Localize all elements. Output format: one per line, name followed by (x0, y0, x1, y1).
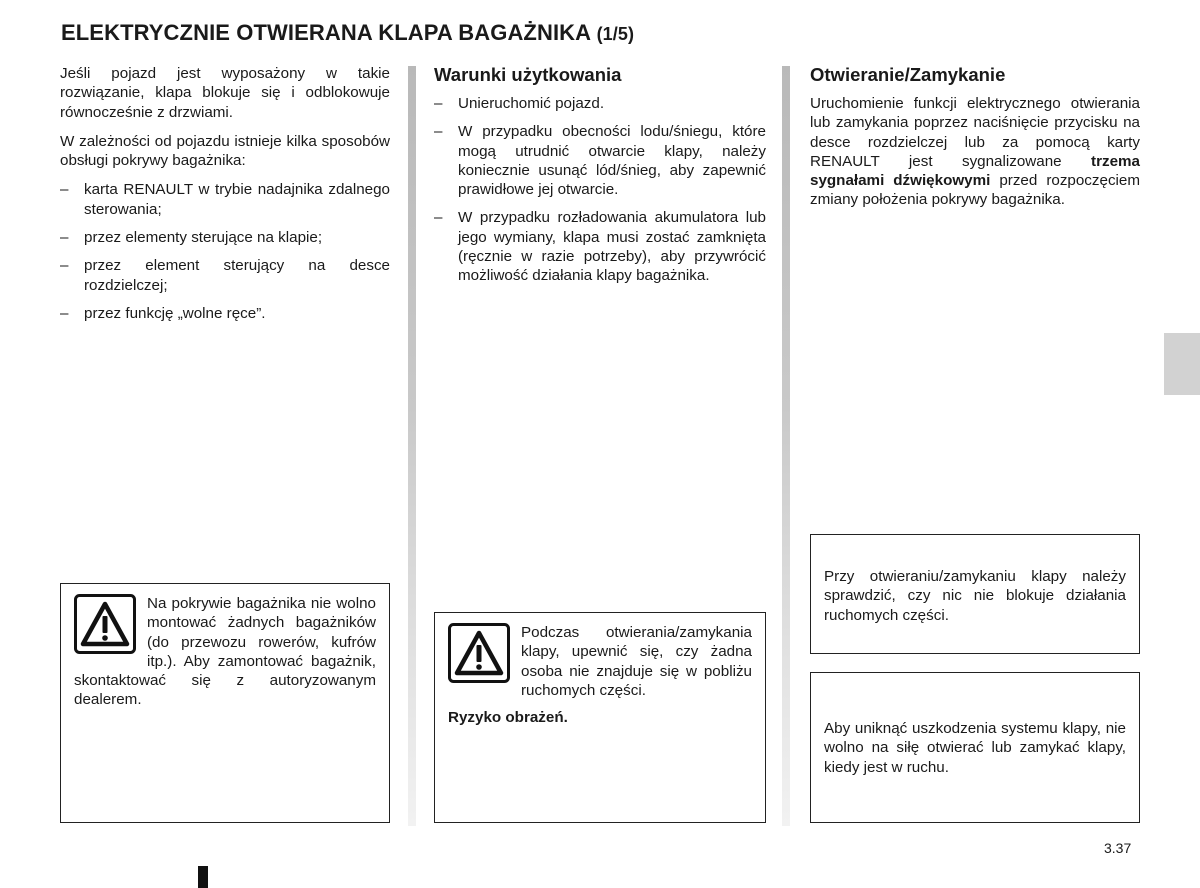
list-item: – W przypadku rozładowania akumulatora lub jego wymiany, klapa musi zostać zamknięta (ręcznie w razie potrzeby), aby przywrócić możliwość działania klapy bagażnika. (434, 208, 766, 285)
operation-methods-list (60, 180, 390, 323)
description-bold-text: trzema sygnałami dźwiękowymi (810, 152, 1140, 190)
list-item: – przez element sterujący na desce rozdzielczej; (60, 256, 390, 295)
page-title-text: ELEKTRYCZNIE OTWIERANA KLAPA BAGAŻNIKA (61, 20, 591, 45)
section-tab (1164, 333, 1200, 395)
risk-label: Ryzyko obrażeń. (448, 709, 568, 727)
warning-box-roof-rack (60, 583, 390, 823)
warning-triangle-icon (74, 594, 136, 654)
warning-text: Podczas otwierania/zamykania klapy, upewnić się, czy żadna osoba nie znajduje się w pobliżu ruchomych części. (521, 624, 752, 699)
list-item: – karta RENAULT w trybie nadajnika zdalnego sterowania; (60, 180, 390, 219)
column-divider-right (782, 66, 790, 826)
note-box-check-parts (810, 534, 1140, 654)
list-item: – Unieruchomić pojazd. (434, 94, 766, 113)
column-intro (60, 64, 390, 332)
description-text: przed rozpoczęciem zmiany położenia pokrywy bagażnika. (810, 172, 1141, 209)
list-item: – przez elementy sterujące na klapie; (60, 228, 390, 247)
conditions-list (434, 94, 766, 286)
crop-mark (198, 866, 208, 888)
warning-text: Na pokrywie bagażnika nie wolno montować żadnych bagażników (do przewozu rowerów, kufrów itp.). Aby zamontować bagażnik, skontaktować się z autoryzowanym dealerem. (74, 595, 376, 709)
warning-box-moving-parts (434, 612, 766, 823)
list-item: – W przypadku obecności lodu/śniegu, które mogą utrudnić otwarcie klapy, należy koniecznie usunąć lód/śnieg, aby zapewnić prawidłowe jej otwarcie. (434, 122, 766, 199)
intro-paragraph: Jeśli pojazd jest wyposażony w takie rozwiązanie, klapa blokuje się i odblokowuje równocześnie z drzwiami. (60, 65, 390, 121)
list-item: – przez funkcję „wolne ręce”. (60, 304, 390, 323)
column-divider-left (408, 66, 416, 826)
column-opening-closing (810, 64, 1140, 210)
description-text: Uruchomienie funkcji elektrycznego otwierania lub zamykania poprzez naciśnięcie przycisku na desce rozdzielczej lub za pomocą karty RENAULT jest sygnalizowane (810, 95, 1140, 170)
intro-paragraph: W zależności od pojazdu istnieje kilka sposobów obsługi pokrywy bagażnika: (60, 132, 390, 170)
page-title (61, 20, 634, 46)
page-title-part: (1/5) (596, 24, 635, 44)
section-heading: Otwieranie/Zamykanie (810, 64, 1006, 85)
page-number: 3.37 (1104, 840, 1132, 856)
note-text: Przy otwieraniu/zamykaniu klapy należy sprawdzić, czy nic nie blokuje działania ruchomych części. (824, 568, 1126, 624)
opening-description (810, 94, 1140, 210)
note-text: Aby uniknąć uszkodzenia systemu klapy, nie wolno na siłę otwierać lub zamykać klapy, kiedy jest w ruchu. (824, 720, 1126, 776)
section-heading: Warunki użytkowania (434, 64, 622, 85)
column-conditions (434, 64, 766, 295)
warning-triangle-icon (448, 623, 510, 683)
note-box-no-force (810, 672, 1140, 823)
